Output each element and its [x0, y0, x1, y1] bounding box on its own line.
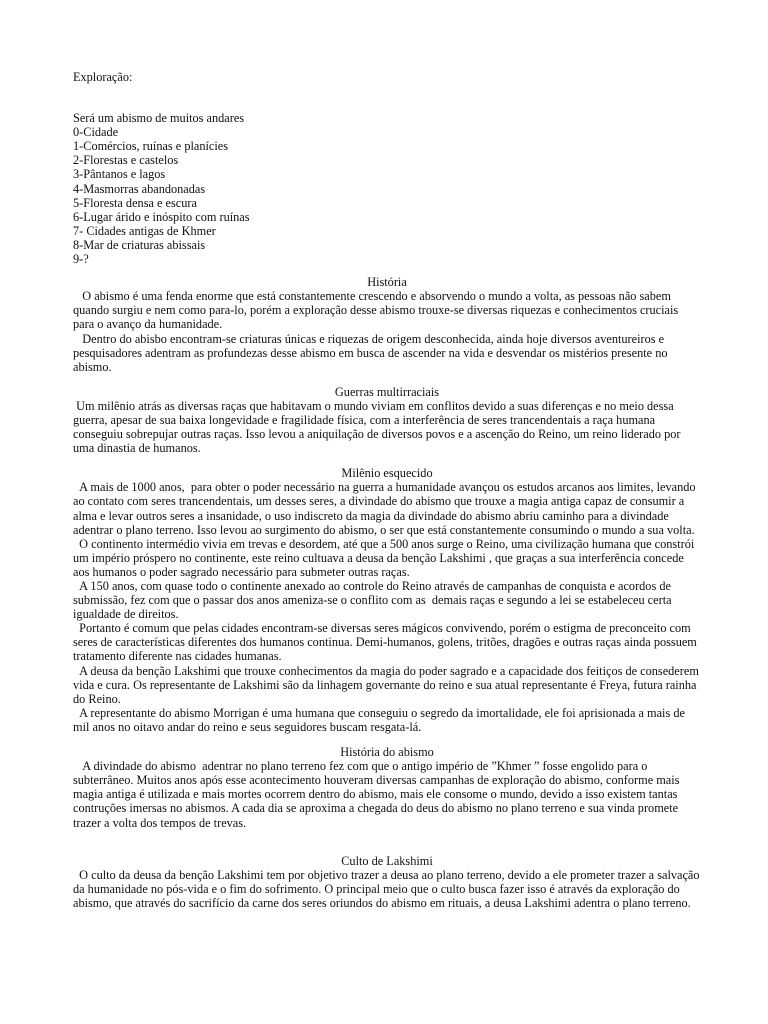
- section-milenio: [73, 466, 701, 734]
- section-culto: [73, 854, 701, 910]
- intro-line: Será um abismo de muitos andares: [73, 111, 245, 126]
- level-item: 1-Comércios, ruínas e planícies: [73, 139, 229, 154]
- paragraph: A divindade do abismo adentrar no plano terreno fez com que o antigo império de ”Khmer ” fosse engolido para o subterrâneo. Muitos anos após esse acontecimento houveram diversas campanhas de exploração do abismo, conforme mais magia antiga é utilizada e mais mortes ocorrem dentro do abismo, mais ele consome o mundo, devido a isso existem tantas contruções imersas no abismos. A cada dia se aproxima a chegada do deus do abismo no plano terreno e sua vinda promete trazer a volta dos tempos de trevas.: [73, 759, 683, 830]
- level-item: 8-Mar de criaturas abissais: [73, 237, 206, 252]
- page-heading: Exploração:: [73, 70, 133, 84]
- section-title: Culto de Lakshimi: [341, 853, 433, 868]
- level-item: 5-Floresta densa e escura: [73, 195, 197, 210]
- level-item: 3-Pântanos e lagos: [73, 167, 166, 182]
- level-item: 2-Florestas e castelos: [73, 153, 179, 168]
- level-item: 0-Cidade: [73, 125, 119, 140]
- section-title: Guerras multirraciais: [334, 384, 440, 399]
- level-item: 4-Masmorras abandonadas: [73, 181, 206, 196]
- section-title: Milênio esquecido: [341, 466, 433, 481]
- level-item: 7- Cidades antigas de Khmer: [73, 223, 216, 238]
- paragraph: O culto da deusa da benção Lakshimi tem por objetivo trazer a deusa ao plano terreno, devido a ele prometer trazer a salvação da humanidade no pós-vida e o fim do sofrimento. O principal meio que o culto busca fazer isso é através da exploração do abismo, que através do sacrifício da carne dos seres oriundos do abismo em rituais, a deusa Lakshimi adentra o plano terreno.: [73, 867, 703, 910]
- section-historia-abismo: [73, 745, 701, 830]
- section-title: História do abismo: [340, 745, 434, 760]
- paragraph: Dentro do abisbo encontram-se criaturas únicas e riquezas de origem desconhecida, ainda hoje diversos aventureiros e pesquisadores adentram as profundezas desse abismo em busca de ascender na vida e desvendar os mistérios presente no abismo.: [73, 331, 671, 374]
- section-title: História: [367, 275, 407, 290]
- paragraph: O continento intermédio vivia em trevas e desordem, até que a 500 anos surge o Reino, uma civilização humana que constrói um império próspero no continente, este reino cultuava a deusa da benção Lakshimi , que graças a sua interferência concede aos humanos o poder sagrado necessário para submeter outras raças.: [73, 536, 698, 579]
- levels-list: [73, 125, 701, 266]
- paragraph: O abismo é uma fenda enorme que está constantemente crescendo e absorvendo o mundo a volta, as pessoas não sabem quando surgiu e nem como para-lo, porém a exploração desse abismo trouxe-se diversas riquezas e conhecimentos cruciais para o avanço da humanidade.: [73, 289, 682, 332]
- paragraph: Um milênio atrás as diversas raças que habitavam o mundo viviam em conflitos devido a suas diferenças e no meio dessa guerra, apesar de sua baixa longevidade e fragilidade física, com a interferência de seres trancendentais a raça humana conseguiu sobrepujar outras raças. Isso levou a aniquilação de diversos povos e a ascenção do Reino, um reino liderado por uma dinastia de humanos.: [73, 398, 684, 456]
- paragraph: A deusa da benção Lakshimi que trouxe conhecimentos da magia do poder sagrado e a capacidade dos feitiços de consederem vida e cura. Os representante de Lakshimi são da linhagem governante do reino e sua atual representante é Freya, futura rainha do Reino.: [73, 663, 702, 706]
- paragraph: A 150 anos, com quase todo o continente anexado ao controle do Reino através de campanhas de conquista e acordos de submissão, fez com que o passar dos anos ameniza-se o conflito com as demais raças e segundo a lei se estabeleceu certa igualdade de direitos.: [73, 579, 675, 622]
- paragraph: A mais de 1000 anos, para obter o poder necessário na guerra a humanidade avançou os estudos arcanos aos limites, levando ao contato com seres trancendentais, um desses seres, a divindade do abismo que trouxe a magia antiga capaz de consumir a alma e levar outros seres a insanidade, o uso indiscreto da magia da divindade do abismo abriu caminho para a divindade adentrar o plano terreno. Isso levou ao surgimento do abismo, o ser que está constantemente consumindo o mundo a sua volta.: [73, 480, 699, 537]
- level-item: 6-Lugar árido e inóspito com ruínas: [73, 209, 250, 224]
- level-item: 9-?: [73, 252, 89, 267]
- paragraph: Portanto é comum que pelas cidades encontram-se diversas seres mágicos convivendo, porém o estigma de preconceito com seres de características diferentes dos humanos continua. Demi-humanos, golens, tritões, dragões e outras raças ainda possuem tratamento diferente nas cidades humanas.: [73, 621, 700, 664]
- paragraph: A representante do abismo Morrigan é uma humana que conseguiu o segredo da imortalidade, ele foi aprisionada a mais de mil anos no oitavo andar do reino e seus seguidores buscam resgata-lá.: [73, 705, 688, 734]
- section-guerras: [73, 385, 701, 455]
- document-page: [73, 70, 701, 910]
- section-historia: [73, 275, 701, 374]
